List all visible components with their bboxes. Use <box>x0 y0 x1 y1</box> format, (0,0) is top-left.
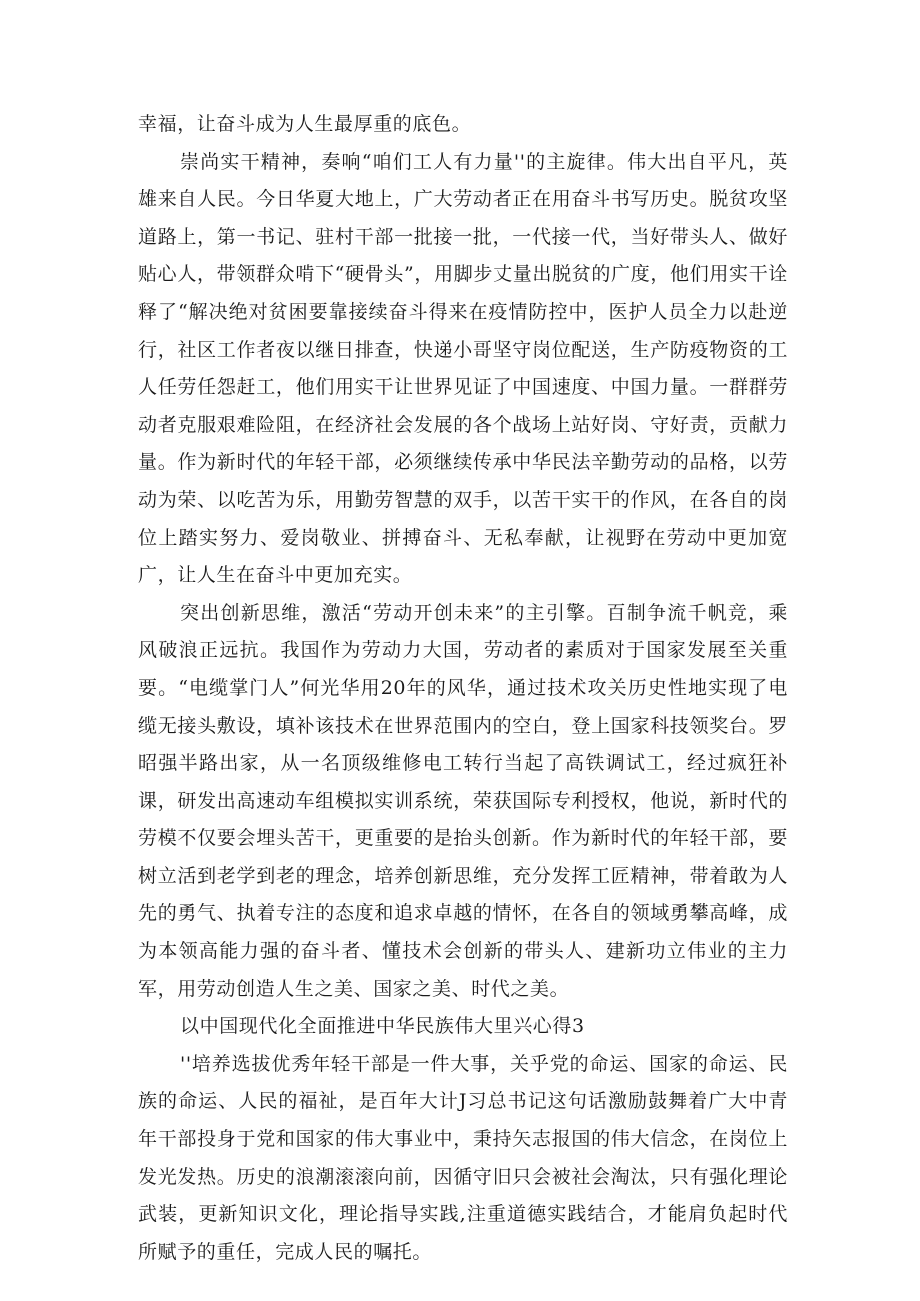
paragraph-young-cadres: ''培养选拔优秀年轻干部是一件大事，关乎党的命运、国家的命运、民族的命运、人民的福祉，是百年大计J习总书记这句话激励鼓舞着广大中青年干部投身于党和国家的伟大事业中，秉持矢志报国的伟大信念，在岗位上发光发热。历史的浪潮滚滚向前，因循守旧只会被社会淘汰，只有强化理论武装，更新知识文化，理论指导实践,注重道德实践结合，才能肩负起时代所赋予的重任，完成人民的嘱托。 <box>138 1052 788 1263</box>
paragraph-continuation: 幸福，让奋斗成为人生最厚重的底色。 <box>138 113 472 135</box>
paragraph-practical-spirit: 崇尚实干精神，奏响“咱们工人有力量''的主旋律。伟大出自平凡，英雄来自人民。今日华夏大地上，广大劳动者正在用奋斗书写历史。脱贫攻坚道路上，第一书记、驻村干部一批接一批，一代接一代，当好带头人、做好贴心人，带领群众啃下“硬骨头”，用脚步丈量出脱贫的广度，他们用实干诠释了“解决绝对贫困要靠接续奋斗得来在疫情防控中，医护人员全力以赴逆行，社区工作者夜以继日排查，快递小哥坚守岗位配送，生产防疫物资的工人任劳任怨赶工，他们用实干让世界见证了中国速度、中国力量。一群群劳动者克服艰难险阻，在经济社会发展的各个战场上站好岗、守好责，贡献力量。作为新时代的年轻干部，必须继续传承中华民法辛勤劳动的品格，以劳动为荣、以吃苦为乐，用勤劳智慧的双手，以苦干实干的作风，在各自的岗位上踏实努力、爱岗敬业、拼搏奋斗、无私奉献，让视野在劳动中更加宽广，让人生在奋斗中更加充实。 <box>138 150 788 587</box>
section-heading: 以中国现代化全面推进中华民族伟大里兴心得3 <box>180 1015 585 1038</box>
document-body <box>138 106 788 1271</box>
paragraph-innovation: 突出创新思维，激活“劳动开创未来”的主引擎。百制争流千帆竞，乘风破浪正远抗。我国作为劳动力大国，劳动者的素质对于国家发展至关重要。“电缆掌门人”何光华用20年的风华，通过技术攻关历史性地实现了电缆无接头敷设，填补该技术在世界范围内的空白，登上国家科技领奖台。罗昭强半路出家，从一名顶级维修电工转行当起了高铁调试工，经过疯狂补课，研发出高速动车组模拟实训系统，荣获国际专利授权，他说，新时代的劳模不仅要会埋头苦干，更重要的是抬头创新。作为新时代的年轻干部，要树立活到老学到老的理念，培养创新思维，充分发挥工匠精神，带着敢为人先的勇气、执着专注的态度和追求卓越的情怀，在各自的领域勇攀高峰，成为本领高能力强的奋斗者、懂技术会创新的带头人、建新功立伟业的主力军，用劳动创造人生之美、国家之美、时代之美。 <box>138 601 788 1000</box>
